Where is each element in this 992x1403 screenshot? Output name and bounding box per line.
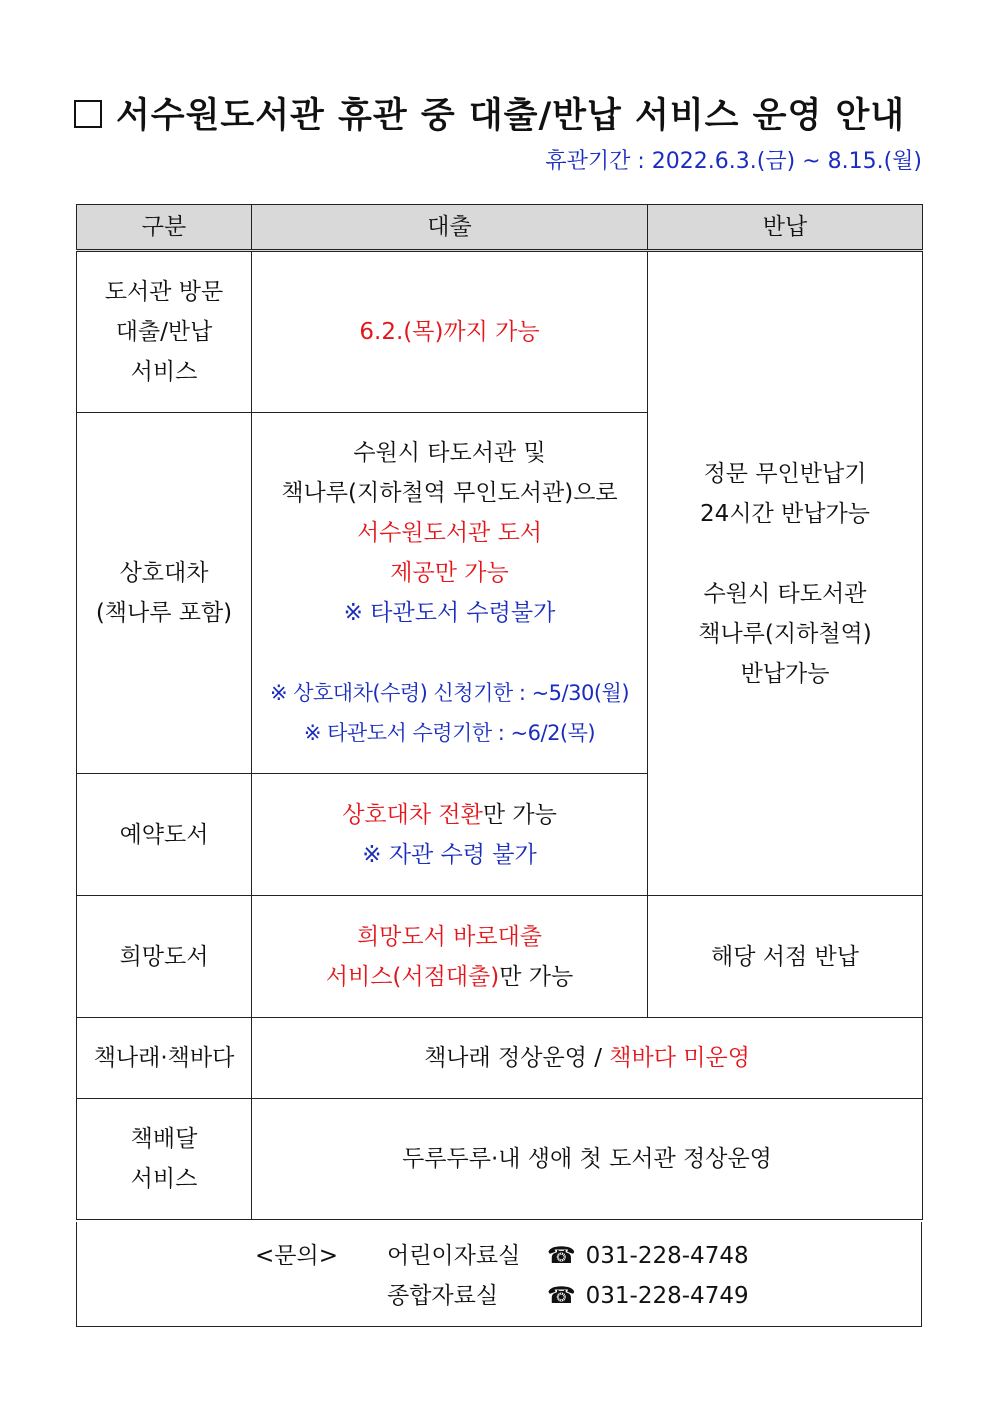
return-shared: 정문 무인반납기 24시간 반납가능 수원시 타도서관 책나루(지하철역) 반납가능 — [648, 251, 923, 896]
service-table — [76, 204, 923, 1220]
category-interlibrary: 상호대차 (책나루 포함) — [77, 413, 252, 774]
category-chaeknarae: 책나래·책바다 — [77, 1018, 252, 1099]
category-delivery: 책배달 서비스 — [77, 1099, 252, 1220]
phone-icon: ☎ — [547, 1243, 576, 1269]
contact-row-general: 종합자료실 ☎ 031-228-4749 — [387, 1283, 749, 1309]
category-reserve: 예약도서 — [77, 774, 252, 896]
category-visit: 도서관 방문 대출/반납 서비스 — [77, 251, 252, 413]
contact-row-children: 어린이자료실 ☎ 031-228-4748 — [387, 1243, 749, 1269]
phone-icon: ☎ — [547, 1283, 576, 1309]
page-title — [74, 88, 924, 138]
header-category: 구분 — [77, 205, 252, 251]
table-header-row — [77, 205, 923, 251]
contact-label: <문의> — [255, 1243, 338, 1269]
loan-hope: 희망도서 바로대출 서비스(서점대출)만 가능 — [252, 896, 648, 1018]
loan-interlibrary: 수원시 타도서관 및 책나루(지하철역 무인도서관)으로 서수원도서관 도서 제공만 가능 ※ 타관도서 수령불가 ※ 상호대차(수령) 신청기한 : ~5/30(월) ※ 타관도서 수령기한 : ~6/2(목) — [252, 413, 648, 774]
loan-reserve: 상호대차 전환만 가능 ※ 자관 수령 불가 — [252, 774, 648, 896]
header-return: 반납 — [648, 205, 923, 251]
table-row-chaeknarae — [77, 1018, 923, 1099]
content-chaeknarae: 책나래 정상운영 / 책바다 미운영 — [252, 1018, 923, 1099]
contact-section — [76, 1222, 922, 1327]
page-title-text: 서수원도서관 휴관 중 대출/반납 서비스 운영 안내 — [116, 96, 906, 136]
closure-period: 휴관기간 : 2022.6.3.(금) ~ 8.15.(월) — [545, 149, 922, 174]
checkbox-square-icon — [74, 100, 102, 128]
table-row-visit — [77, 251, 923, 413]
return-hope: 해당 서점 반납 — [648, 896, 923, 1018]
category-hope: 희망도서 — [77, 896, 252, 1018]
table-row-delivery — [77, 1099, 923, 1220]
content-delivery: 두루두루·내 생애 첫 도서관 정상운영 — [252, 1099, 923, 1220]
header-loan: 대출 — [252, 205, 648, 251]
loan-visit: 6.2.(목)까지 가능 — [252, 251, 648, 413]
table-row-hope — [77, 896, 923, 1018]
